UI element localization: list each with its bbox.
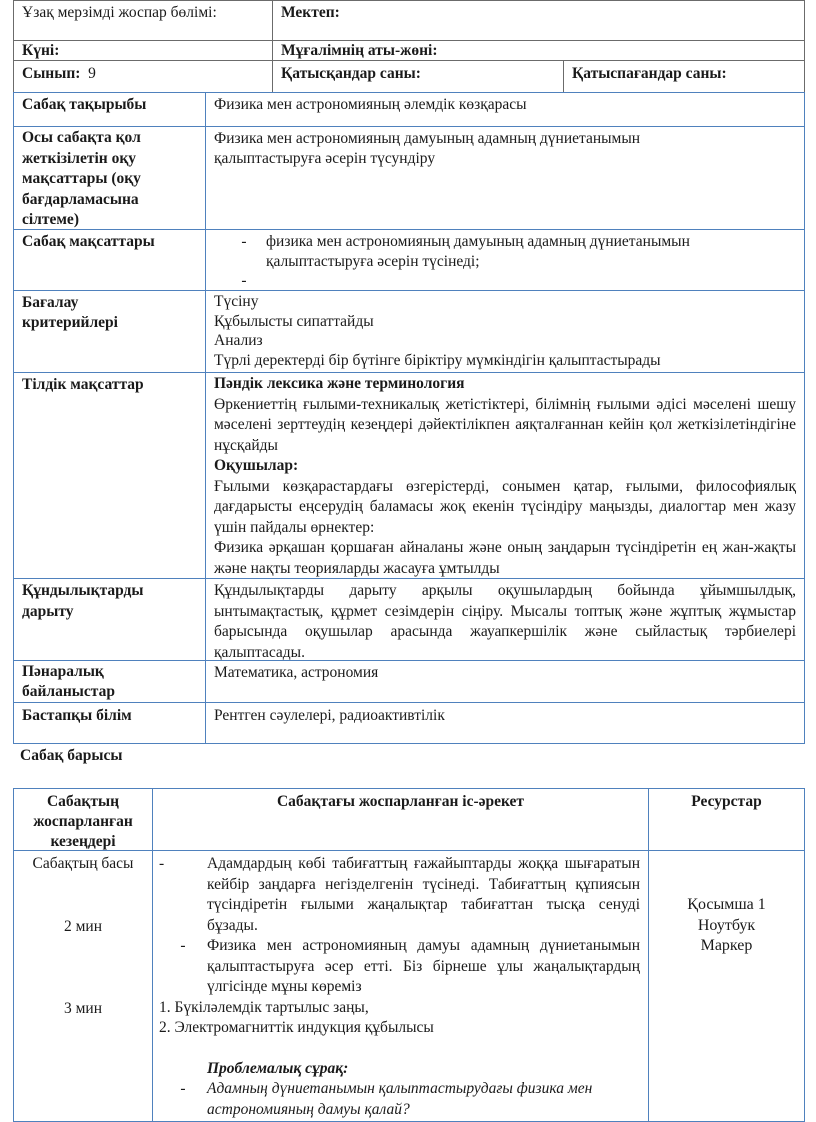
lesson-flow-title: Сабақ барысы	[20, 747, 123, 764]
cross-curricular-label: Пәнаралық байланыстар	[22, 663, 115, 700]
assessment-line: Түрлі деректерді бір бүтінге біріктіру мүмкіндігін қалыптастырады	[214, 351, 661, 369]
assessment-label-cell	[13, 290, 206, 373]
lesson-objective-item	[222, 271, 764, 291]
resources-cell	[648, 850, 805, 1122]
language-value-cell	[205, 372, 805, 579]
learning-objectives-value: Физика мен астрономияның дамуының адамның дүниетанымын қалыптастыруға әсерін түсундіру	[214, 130, 641, 167]
class-cell	[13, 60, 273, 93]
prior-knowledge-value: Рентген сәулелері, радиоактивтілік	[214, 707, 445, 724]
column-header-stages	[13, 788, 153, 851]
language-label: Тілдік мақсаттар	[22, 376, 144, 393]
column-header-resources-text: Ресурстар	[691, 793, 762, 810]
problem-question-text: Адамның дүниетанымын қалыптастырудағы физика мен астрономияның дамуы қалай?	[207, 1080, 593, 1118]
learning-objectives-value-cell	[205, 126, 805, 230]
lesson-objectives-label: Сабақ мақсаттары	[22, 233, 155, 250]
numbered-item: 2. Электромагниттік индукция құбылысы	[159, 1019, 434, 1036]
topic-label-cell	[13, 92, 206, 127]
numbered-item: 1. Бүкіләлемдік тартылыс заңы,	[159, 998, 369, 1016]
topic-value-cell	[205, 92, 805, 127]
class-value: 9	[88, 65, 96, 82]
activity-bullet	[159, 854, 640, 936]
activity-bullet	[159, 936, 640, 998]
school-cell[interactable]	[272, 0, 805, 41]
absent-cell[interactable]	[563, 60, 805, 93]
lesson-objectives-label-cell	[13, 229, 206, 291]
resource-item: Маркер	[700, 937, 753, 954]
spacer	[159, 1039, 640, 1059]
teacher-cell[interactable]	[272, 40, 805, 61]
cross-curricular-value: Математика, астрономия	[214, 664, 379, 681]
assessment-line: Құбылысты сипаттайды	[214, 312, 374, 330]
dash-bullet-icon: -	[159, 855, 165, 872]
dash-bullet-icon: -	[241, 233, 247, 250]
language-heading-students: Оқушылар:	[214, 457, 299, 474]
prior-knowledge-value-cell	[205, 702, 805, 744]
resource-item: Қосымша 1	[687, 896, 766, 913]
learning-objectives-label-cell	[13, 126, 206, 230]
long-term-plan-label: Ұзақ мерзімді жоспар бөлімі:	[22, 4, 217, 21]
assessment-label: Бағалау критерийлері	[22, 294, 118, 331]
long-term-plan-cell	[13, 0, 273, 41]
column-header-activities	[152, 788, 649, 851]
assessment-line: Анализ	[214, 332, 263, 349]
stage-time-2: 3 мин	[63, 1000, 103, 1017]
prior-knowledge-label-cell	[13, 702, 206, 744]
stage-time-1: 2 мин	[63, 918, 103, 935]
topic-label: Сабақ тақырыбы	[22, 96, 147, 113]
lesson-objective-text: физика мен астрономияның дамуының адамның дүниетанымын қалыптастыруға әсерін түсінеді;	[266, 233, 690, 270]
values-value: Құндылықтарды дарыту арқылы оқушылардың бойында ұйымшылдық, ынтымақтастық, құрмет сезімдерін сіңіру. Мысалы топтық және жұптық жұмыстар барысында оқушылар арасында жауапкершілік және сыйластық тәрбиелері қалыптасады.	[214, 582, 796, 661]
activity-bullet-text: Адамдардың көбі табиғаттың ғажайыптарды жоққа шығаратын кейбір заңдарға негізделгенін түсінеді. Табиғаттың құпиясын түсіндіретін ғылыми жаңалықтар табиғаттан тысқа сенуді бұзады.	[207, 855, 640, 934]
class-label: Сынып:	[22, 65, 81, 82]
present-label: Қатысқандар саны:	[281, 65, 421, 82]
school-label: Мектеп:	[281, 4, 340, 21]
date-cell[interactable]	[13, 40, 273, 61]
assessment-value-cell	[205, 290, 805, 373]
values-value-cell	[205, 578, 805, 661]
column-header-activities-text: Сабақтағы жоспарланған іс-әрекет	[276, 793, 525, 810]
prior-knowledge-label: Бастапқы білім	[22, 707, 132, 724]
dash-bullet-icon: -	[180, 1080, 186, 1097]
dash-bullet-icon: -	[180, 937, 186, 954]
assessment-line: Түсіну	[214, 293, 259, 310]
cross-curricular-label-cell	[13, 660, 206, 703]
stage-cell	[13, 850, 153, 1122]
language-heading-terminology: Пәндік лексика және терминология	[214, 375, 465, 392]
column-header-resources	[648, 788, 805, 851]
dash-bullet-icon: -	[241, 272, 247, 289]
language-text-students: Ғылыми көзқарастардағы өзгерістерді, сонымен қатар, ғылыми, философиялық дағдарысты еңсерудің баламасы жоқ екенін түсіндіру маңызды, диалогтар мен жазу үшін пайдалы өрнектер:	[214, 477, 796, 536]
column-header-stages-text: Сабақтың жоспарланған кезеңдері	[33, 793, 133, 850]
absent-label: Қатыспағандар саны:	[572, 65, 727, 82]
language-label-cell	[13, 372, 206, 579]
present-cell[interactable]	[272, 60, 564, 93]
lesson-objective-item	[222, 232, 764, 271]
activity-bullet-text: Физика мен астрономияның дамуы адамның дүниетанымын қалыптастыруға әсер етті. Біз бірнеше ұлы жаңалықтардың үлгісінде мұны көреміз	[207, 937, 640, 995]
problem-question-item	[159, 1079, 640, 1120]
language-text-physics: Физика әрқашан қоршаған айналаны және оның заңдарын түсіндіретін ең жан-жақты және нақты теорияларды жасауға ұмтылды	[214, 539, 796, 577]
teacher-label: Мұғалімнің аты-жөні:	[281, 42, 438, 59]
lesson-objective-text	[266, 271, 764, 291]
resource-item: Ноутбук	[697, 916, 756, 934]
activities-cell	[152, 850, 649, 1122]
problem-question-heading: Проблемалық сұрақ:	[207, 1059, 349, 1077]
cross-curricular-value-cell	[205, 660, 805, 703]
stage-name: Сабақтың басы	[32, 855, 134, 872]
language-text-terminology: Өркениеттің ғылыми-техникалық жетістіктері, білімнің ғылыми әдісі мәселені шешу мәселені зерттеудің кезеңдері дәйектілікпен аяқталғаннан кейін қол жеткізілетіндігіне нұсқайды	[214, 395, 796, 454]
lesson-objectives-value-cell	[205, 229, 805, 291]
learning-objectives-label: Осы сабақта қол жеткізілетін оқу мақсаттары (оқу бағдарламасына сілтеме)	[22, 129, 141, 228]
date-label: Күні:	[22, 42, 60, 59]
values-label: Құндылықтарды дарыту	[22, 582, 144, 620]
values-label-cell	[13, 578, 206, 661]
topic-value: Физика мен астрономияның әлемдік көзқарасы	[214, 96, 527, 113]
